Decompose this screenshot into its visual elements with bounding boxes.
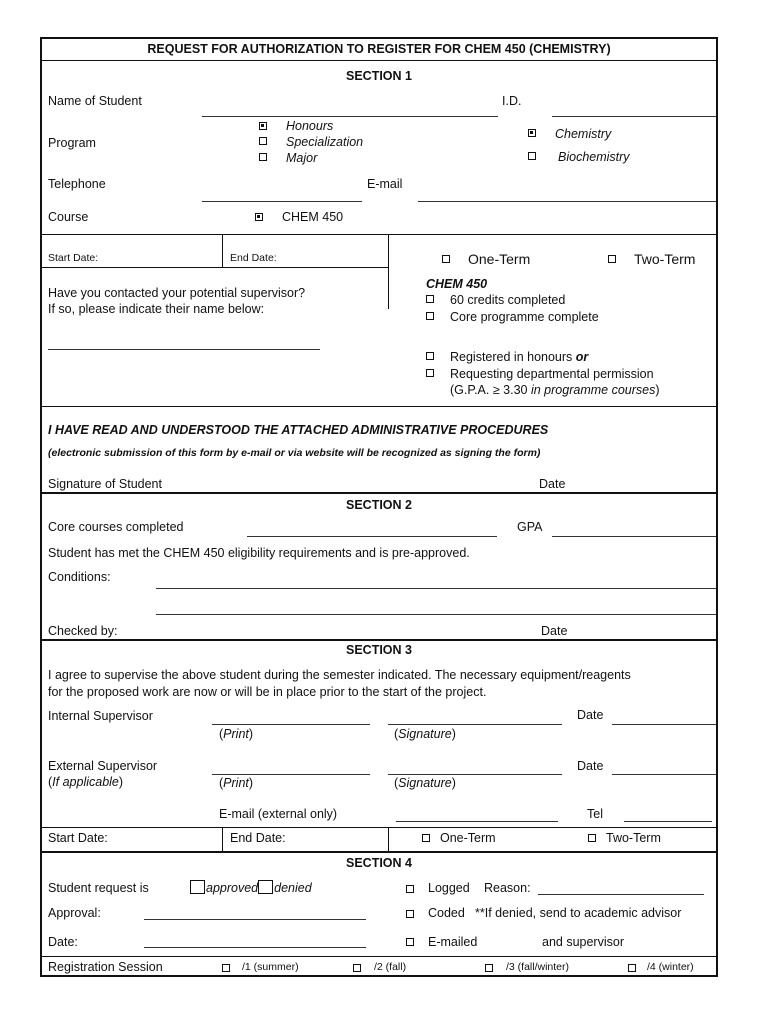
agreement-line2: for the proposed work are now or will be in place prior to the start of the project. [48,685,487,699]
approved-checkbox[interactable] [190,880,205,894]
two-term-checkbox[interactable] [608,255,616,263]
divider [42,406,716,407]
start-date-label: Start Date: [48,252,99,264]
registered-honours-label: Registered in honours or [450,350,589,364]
specialization-checkbox[interactable] [259,137,267,145]
one-term-label: One-Term [468,251,531,267]
eligibility-statement: Student has met the CHEM 450 eligibility requirements and is pre-approved. [48,546,470,560]
chemistry-checkbox[interactable] [528,129,536,137]
divider [388,234,389,309]
honours-checkbox[interactable] [259,122,267,130]
external-email-label: E-mail (external only) [219,807,338,821]
print-caption: (Print) [219,727,254,741]
divider [42,956,716,957]
conditions-field[interactable] [156,614,716,615]
divider [42,267,388,268]
approval-label: Approval: [48,906,101,920]
id-field[interactable] [552,116,716,117]
reason-field[interactable] [538,894,704,895]
signature-caption: (Signature) [394,727,456,741]
email-field[interactable] [418,201,716,202]
name-label: Name of Student [48,94,142,108]
two-term-label: Two-Term [606,831,661,845]
credits-checkbox[interactable] [426,295,434,303]
if-applicable-caption: (If applicable) [48,775,124,789]
divider [388,827,389,851]
request-status-label: Student request is [48,881,149,895]
core-complete-checkbox[interactable] [426,312,434,320]
approve-deny-options: approved denied [190,880,312,895]
permission-checkbox[interactable] [426,369,434,377]
logged-checkbox[interactable] [406,885,414,893]
divider [42,234,716,235]
external-print-field[interactable] [212,774,370,775]
session-winter-checkbox[interactable] [628,964,636,972]
session-summer-label: /1 (summer) [242,961,299,973]
gpa-label: GPA [517,520,543,534]
divider [42,60,716,61]
two-term-checkbox[interactable] [588,834,596,842]
supervisor-name-field[interactable] [48,349,320,350]
external-email-field[interactable] [396,821,558,822]
supervisor-question: Have you contacted your potential supervisor? [48,286,306,300]
major-option: Major [286,151,318,165]
session-summer-checkbox[interactable] [222,964,230,972]
course-checkbox[interactable] [255,213,263,221]
internal-signature-field[interactable] [388,724,562,725]
external-signature-field[interactable] [388,774,562,775]
supervisor-instruction: If so, please indicate their name below: [48,302,265,316]
core-complete-label: Core programme complete [450,310,599,324]
core-courses-field[interactable] [247,536,497,537]
specialization-option: Specialization [286,135,364,149]
divider [222,234,223,267]
divider [222,827,223,851]
chem450-heading: CHEM 450 [426,277,488,291]
course-value: CHEM 450 [282,210,344,224]
emailed-label: E-mailed [428,935,478,949]
gpa-field[interactable] [552,536,716,537]
end-date-label: End Date: [230,831,286,845]
section1-heading: SECTION 1 [346,69,412,83]
major-checkbox[interactable] [259,153,267,161]
print-caption: (Print) [219,776,254,790]
form-title: REQUEST FOR AUTHORIZATION TO REGISTER FOR CHEM 450 (CHEMISTRY) [147,42,611,56]
permission-label: Requesting departmental permission [450,367,654,381]
approval-field[interactable] [144,919,366,920]
date-label: Date: [48,935,78,949]
session-fallwinter-checkbox[interactable] [485,964,493,972]
internal-date-field[interactable] [612,724,716,725]
checked-date-label: Date [541,624,568,638]
session-winter-label: /4 (winter) [647,961,694,973]
electronic-note: (electronic submission of this form by e-mail or via website will be recognized as signing the form) [48,447,541,459]
section-divider [42,851,716,853]
coded-label: Coded [428,906,465,920]
conditions-field[interactable] [156,588,716,589]
telephone-field[interactable] [202,201,362,202]
section2-heading: SECTION 2 [346,498,412,512]
external-date-label: Date [577,759,604,773]
coded-checkbox[interactable] [406,910,414,918]
program-label: Program [48,136,96,150]
chemistry-option: Chemistry [555,127,612,141]
honours-option: Honours [286,119,334,133]
honours-registered-checkbox[interactable] [426,352,434,360]
checked-by-label: Checked by: [48,624,118,638]
one-term-checkbox[interactable] [422,834,430,842]
tel-label: Tel [587,807,603,821]
signature-date-label: Date [539,477,566,491]
registration-session-label: Registration Session [48,960,163,974]
conditions-label: Conditions: [48,570,111,584]
external-date-field[interactable] [612,774,716,775]
credits-label: 60 credits completed [450,293,566,307]
signature-caption: (Signature) [394,776,456,790]
tel-field[interactable] [624,821,712,822]
section4-heading: SECTION 4 [346,856,412,870]
signature-label: Signature of Student [48,477,162,491]
and-supervisor-label: and supervisor [542,935,624,949]
end-date-label: End Date: [230,252,277,264]
declaration: I HAVE READ AND UNDERSTOOD THE ATTACHED ADMINISTRATIVE PROCEDURES [48,423,549,437]
two-term-label: Two-Term [634,251,696,267]
date-field[interactable] [144,947,366,948]
biochemistry-option: Biochemistry [558,150,630,164]
logged-label: Logged [428,881,470,895]
internal-supervisor-label: Internal Supervisor [48,709,153,723]
emailed-checkbox[interactable] [406,938,414,946]
section-divider [42,639,716,641]
registration-form [40,37,718,977]
email-label: E-mail [367,177,403,191]
course-label: Course [48,210,89,224]
agreement-line1: I agree to supervise the above student during the semester indicated. The necessary equipment/reagents [48,668,631,682]
start-date-label: Start Date: [48,831,108,845]
one-term-checkbox[interactable] [442,255,450,263]
internal-print-field[interactable] [212,724,370,725]
external-supervisor-label: External Supervisor [48,759,158,773]
internal-date-label: Date [577,708,604,722]
reason-label: Reason: [484,881,531,895]
denied-checkbox[interactable] [258,880,273,894]
section3-heading: SECTION 3 [346,643,412,657]
session-fallwinter-label: /3 (fall/winter) [506,961,570,973]
section-divider [42,492,716,494]
name-field[interactable] [202,116,498,117]
one-term-label: One-Term [440,831,496,845]
divider [42,827,716,828]
biochemistry-checkbox[interactable] [528,152,536,160]
denied-note: **If denied, send to academic advisor [475,906,682,920]
id-label: I.D. [502,94,522,108]
session-fall-checkbox[interactable] [353,964,361,972]
telephone-label: Telephone [48,177,106,191]
gpa-note: (G.P.A. ≥ 3.30 in programme courses) [450,383,660,397]
session-fall-label: /2 (fall) [374,961,407,973]
core-courses-label: Core courses completed [48,520,184,534]
